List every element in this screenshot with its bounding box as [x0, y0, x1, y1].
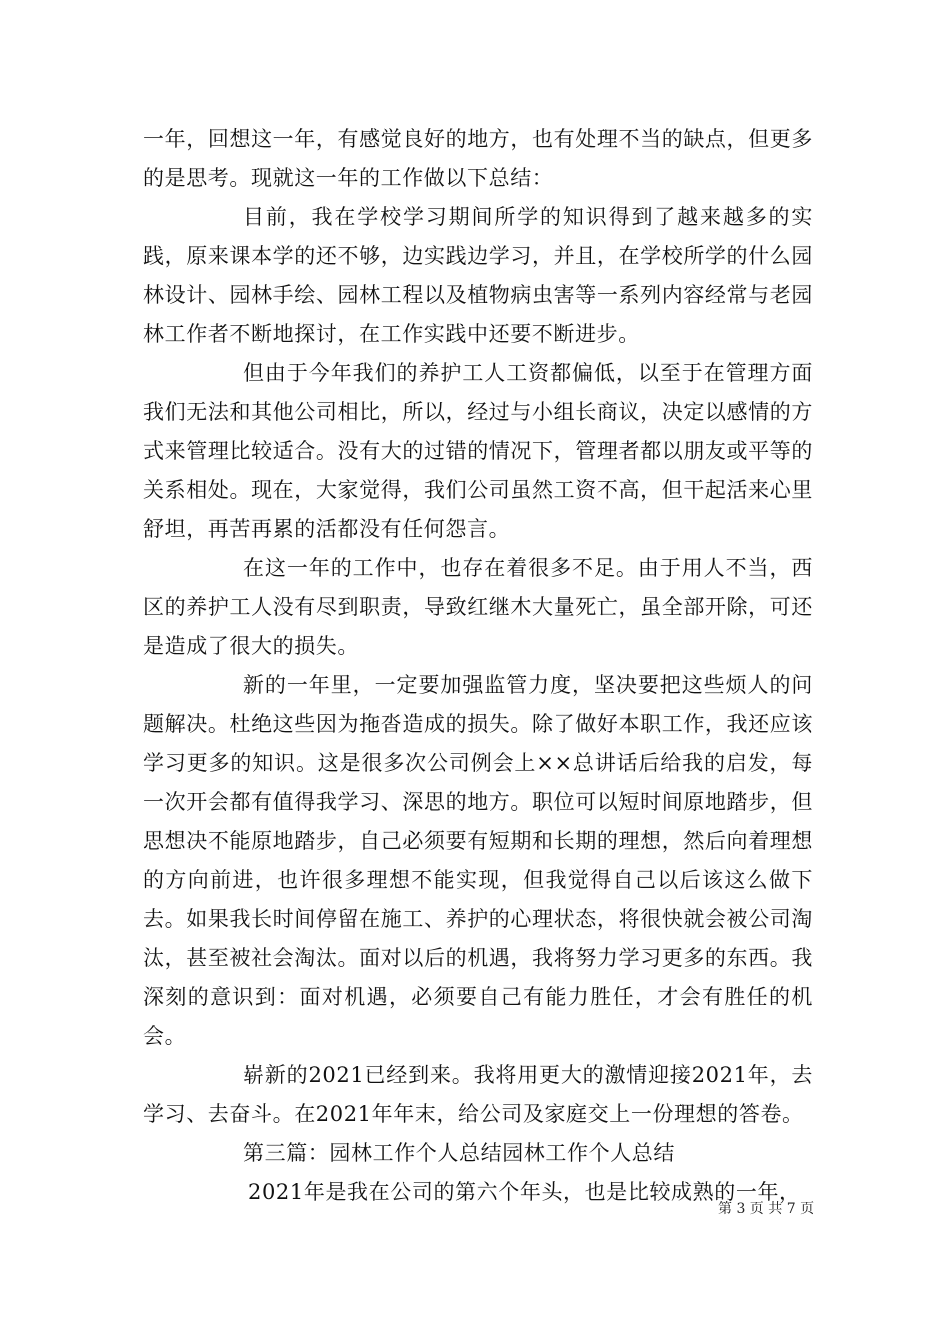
paragraph: 在这一年的工作中，也存在着很多不足。由于用人不当，西区的养护工人没有尽到职责，导致红继木大量死亡，虽全部开除，可还是造成了很大的损失。 [143, 556, 813, 658]
paragraph: 目前，我在学校学习期间所学的知识得到了越来越多的实践，原来课本学的还不够，边实践边学习，并且，在学校所学的什么园林设计、园林手绘、园林工程以及植物病虫害等一系列内容经常与老园林工作者不断地探讨，在工作实践中还要不断进步。 [143, 205, 813, 346]
paragraph: 2021年是我在公司的第六个年头，也是比较成熟的一年， [248, 1180, 801, 1204]
paragraph: 但由于今年我们的养护工人工资都偏低，以至于在管理方面我们无法和其他公司相比，所以，经过与小组长商议，决定以感情的方式来管理比较适合。没有大的过错的情况下，管理者都以朋友或平等的关系相处。现在，大家觉得，我们公司虽然工资不高，但干起活来心里舒坦，再苦再累的活都没有任何怨言。 [143, 361, 813, 541]
page-number: 第 3 页 共 7 页 [718, 1201, 815, 1217]
paragraph: 崭新的2021已经到来。我将用更大的激情迎接2021年，去学习、去奋斗。在2021年年末，给公司及家庭交上一份理想的答卷。 [143, 1063, 813, 1126]
paragraph: 新的一年里，一定要加强监管力度，坚决要把这些烦人的问题解决。杜绝这些因为拖沓造成的损失。除了做好本职工作，我还应该学习更多的知识。这是很多次公司例会上××总讲话后给我的启发，每一次开会都有值得我学习、深思的地方。职位可以短时间原地踏步，但思想决不能原地踏步，自己必须要有短期和长期的理想，然后向着理想的方向前进，也许很多理想不能实现，但我觉得自己以后该这么做下去。如果我长时间停留在施工、养护的心理状态，将很快就会被公司淘汰，甚至被社会淘汰。面对以后的机遇，我将努力学习更多的东西。我深刻的意识到：面对机遇，必须要自己有能力胜任，才会有胜任的机会。 [143, 673, 813, 1048]
document-body [143, 120, 813, 1212]
paragraph-continued: 一年，回想这一年，有感觉良好的地方，也有处理不当的缺点，但更多的是思考。现就这一年的工作做以下总结： [143, 127, 813, 190]
section-heading: 第三篇：园林工作个人总结园林工作个人总结 [243, 1141, 675, 1165]
